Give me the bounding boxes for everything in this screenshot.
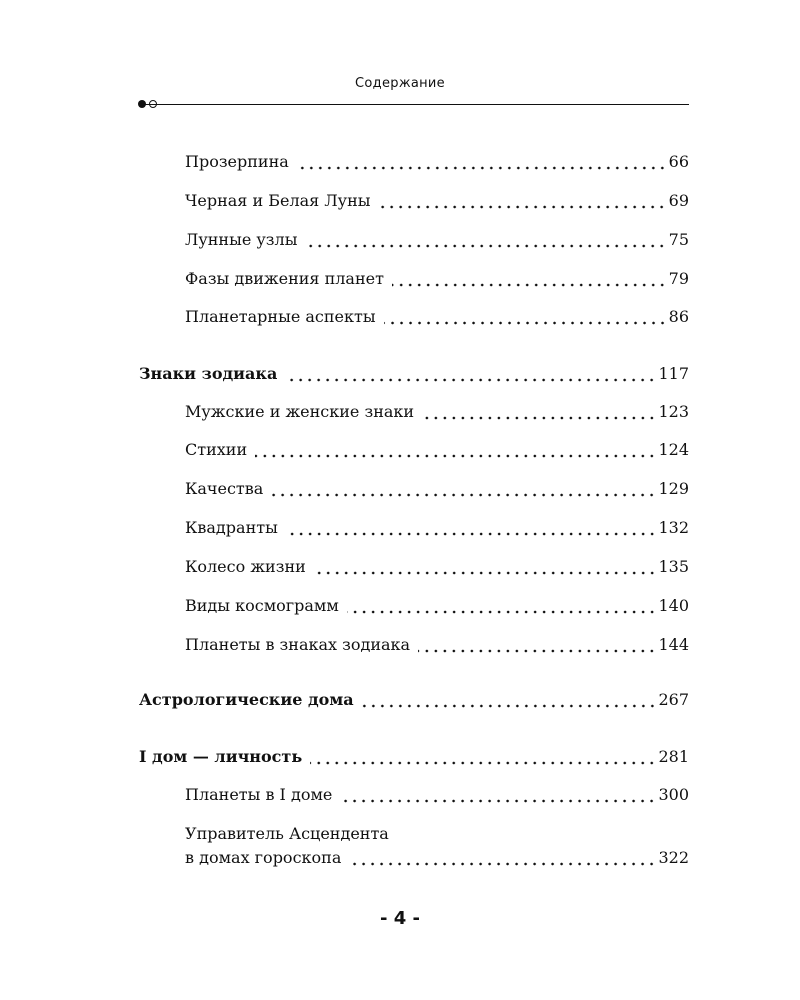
dot-leader: [349, 846, 656, 870]
toc-section-title: Астрологические дома: [139, 690, 354, 709]
dot-leader: [310, 745, 656, 769]
toc-entry-page: 86: [668, 307, 689, 326]
toc-entry: [185, 633, 689, 657]
toc-entry-title: Черная и Белая Луны: [185, 191, 371, 210]
toc-entry-page: 123: [658, 402, 689, 421]
dot-leader: [362, 688, 657, 712]
toc-entry-title: Качества: [185, 479, 264, 498]
page-number: - 4 -: [380, 908, 420, 929]
toc-entry: [185, 516, 689, 540]
dot-leader: [392, 267, 667, 291]
toc-entry: [185, 594, 689, 618]
toc-section: [139, 745, 689, 769]
toc-entry-page: 132: [658, 518, 689, 537]
toc-entry-page: 129: [658, 479, 689, 498]
toc-section-title: Знаки зодиака: [139, 364, 278, 383]
dot-leader: [305, 228, 666, 252]
header-rule: [139, 104, 689, 105]
toc-entry-page: 144: [658, 635, 689, 654]
toc-entry-title: Планеты в знаках зодиака: [185, 635, 411, 654]
dot-leader: [340, 783, 656, 807]
toc-entry-title: Виды космограмм: [185, 596, 339, 615]
toc-entry-title: Колесо жизни: [185, 557, 306, 576]
dot-leader: [297, 150, 667, 174]
toc-entry-title: Фазы движения планет: [185, 269, 384, 288]
toc-entry-title: Планетарные аспекты: [185, 307, 376, 326]
toc-entry-page: 69: [668, 191, 689, 210]
toc-entry-title: Прозерпина: [185, 152, 289, 171]
toc-entry: [185, 189, 689, 213]
toc-entry-page: 135: [658, 557, 689, 576]
toc-entry-title: Лунные узлы: [185, 230, 298, 249]
toc-entry-page: 281: [658, 747, 689, 766]
toc-entry-page: 75: [668, 230, 689, 249]
toc-entry-title: Мужские и женские знаки: [185, 402, 415, 421]
toc-section: [139, 362, 689, 386]
toc-entry-page: 322: [658, 848, 689, 867]
running-header: Содержание: [355, 76, 445, 91]
toc-entry-page: 66: [668, 152, 689, 171]
toc-section: [139, 688, 689, 712]
toc-entry-page: 300: [658, 785, 689, 804]
toc-entry: [185, 477, 689, 501]
toc-entry: [185, 267, 689, 291]
toc-entry: [185, 555, 689, 579]
toc-entry-title: Квадранты: [185, 518, 278, 537]
toc-entry: [185, 438, 689, 462]
dot-leader: [286, 516, 657, 540]
toc-entry-page: 140: [658, 596, 689, 615]
dot-leader: [314, 555, 657, 579]
toc-entry-page: 124: [658, 440, 689, 459]
toc-entry: [185, 400, 689, 424]
toc-entry-page: 79: [668, 269, 689, 288]
toc-entry: [185, 305, 689, 329]
toc-entry-multiline: [185, 822, 689, 870]
toc-entry-title-line1: Управитель Асцендента: [185, 824, 389, 843]
dot-leader: [285, 362, 656, 386]
toc-entry-title: Стихии: [185, 440, 248, 459]
toc-entry-page: 267: [658, 690, 689, 709]
toc-entry: [185, 783, 689, 807]
dot-leader: [347, 594, 657, 618]
toc-entry-title: Планеты в I доме: [185, 785, 333, 804]
toc-entry-title-line2: в домах гороскопа: [185, 848, 342, 867]
toc-entry: [185, 150, 689, 174]
toc-entry-page: 117: [658, 364, 689, 383]
dot-leader: [378, 189, 666, 213]
dot-leader: [422, 400, 656, 424]
dot-leader: [418, 633, 656, 657]
dot-leader: [255, 438, 656, 462]
toc-section-title: I дом — личность: [139, 747, 303, 766]
dot-leader: [384, 305, 667, 329]
dot-leader: [271, 477, 656, 501]
toc-entry: [185, 228, 689, 252]
